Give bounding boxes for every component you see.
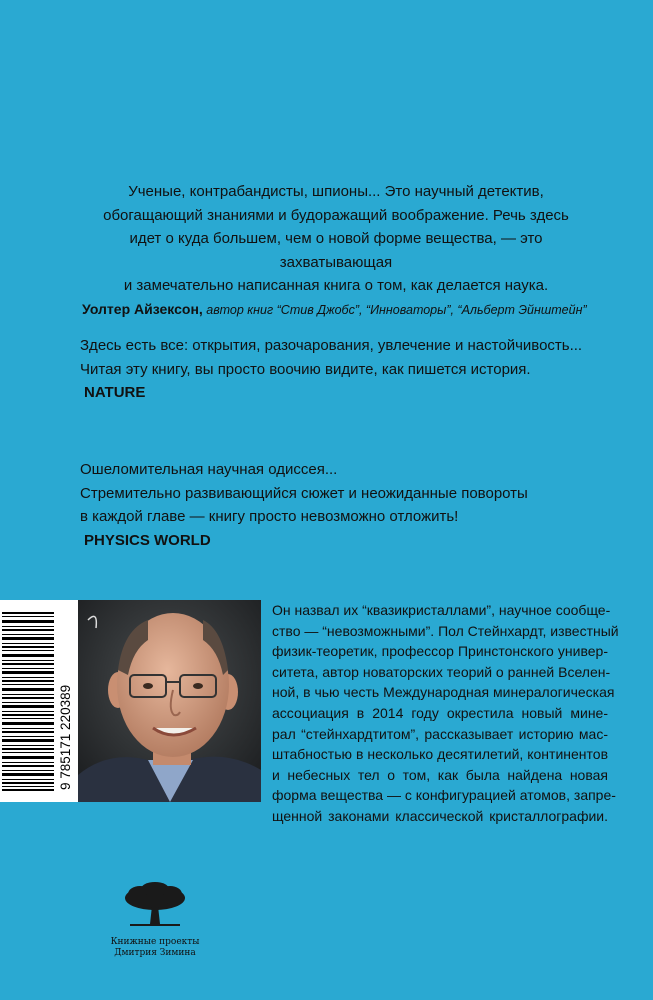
author-portrait-icon: [78, 600, 261, 802]
quote-line: обогащающий знаниями и будоражащий воображение. Речь здесь: [103, 206, 569, 224]
description-line: ассоциация в 2014 году окрестила новый мине-: [272, 704, 608, 721]
description-line: ство — “невозможными”. Пол Стейнхардт, известный: [272, 622, 619, 639]
description-line: Он назвал их “квазикристаллами”, научное сообще-: [272, 602, 611, 618]
quote-line: Ученые, контрабандисты, шпионы... Это научный детектив,: [128, 183, 544, 200]
publisher-logo: [100, 880, 210, 959]
quote-line: Ошеломительная научная одиссея...: [80, 461, 338, 478]
publisher-name-line2: Дмитрия Зимина: [114, 948, 196, 958]
quote-physics-world: [80, 458, 600, 552]
quote-line: и замечательно написанная книга о том, как делается наука.: [123, 277, 549, 294]
description-line: и небесных тел о том, как была найдена новая: [272, 766, 608, 783]
quote-line: Читая эту книгу, вы просто воочию видите, как пишется история.: [80, 360, 531, 378]
description-line: штабностью в несколько десятилетий, континентов: [272, 746, 608, 763]
quote-isaacson: [72, 180, 600, 322]
quote-line: идет о куда большем, чем о новой форме вещества, — это захватывающая: [129, 230, 543, 271]
isbn-barcode: [0, 600, 78, 802]
quote-line: Стремительно развивающийся сюжет и неожиданные повороты: [80, 484, 528, 502]
quote-source: PHYSICS WORLD: [84, 531, 211, 549]
tree-icon: [120, 880, 190, 932]
description-line: рал “стейнхардтитом”, рассказывает историю мас-: [272, 725, 608, 742]
quote-attribution: [72, 298, 600, 323]
description-line: ной, в чью честь Международная минералогическая: [272, 684, 615, 701]
quote-nature: [80, 334, 600, 405]
publisher-name-line1: Книжные проекты: [110, 937, 200, 947]
quote-line: в каждой главе — книгу просто невозможно отложить!: [80, 508, 459, 525]
quote-line: Здесь есть все: открытия, разочарования, увлечение и настойчивость...: [80, 337, 583, 354]
quote-source: NATURE: [84, 384, 146, 401]
description-line: физик-теоретик, профессор Принстонского универ-: [272, 643, 608, 660]
description-line: форма вещества — с конфигурацией атомов, запре-: [272, 787, 616, 804]
description-line: щенной законами классической кристаллографии.: [272, 807, 608, 824]
barcode-icon: [0, 600, 78, 802]
author-photo: [78, 600, 261, 802]
book-description: [272, 600, 619, 827]
quote-author-desc: автор книг “Стив Джобс”, “Инноваторы”, “Альберт Эйнштейн”: [206, 302, 587, 317]
quote-author: Уолтер Айзексон,: [82, 300, 203, 317]
description-line: ситета, автор новаторских теорий о ранней Вселен-: [272, 663, 611, 680]
isbn-digits: 9 785171 220389: [58, 684, 73, 790]
